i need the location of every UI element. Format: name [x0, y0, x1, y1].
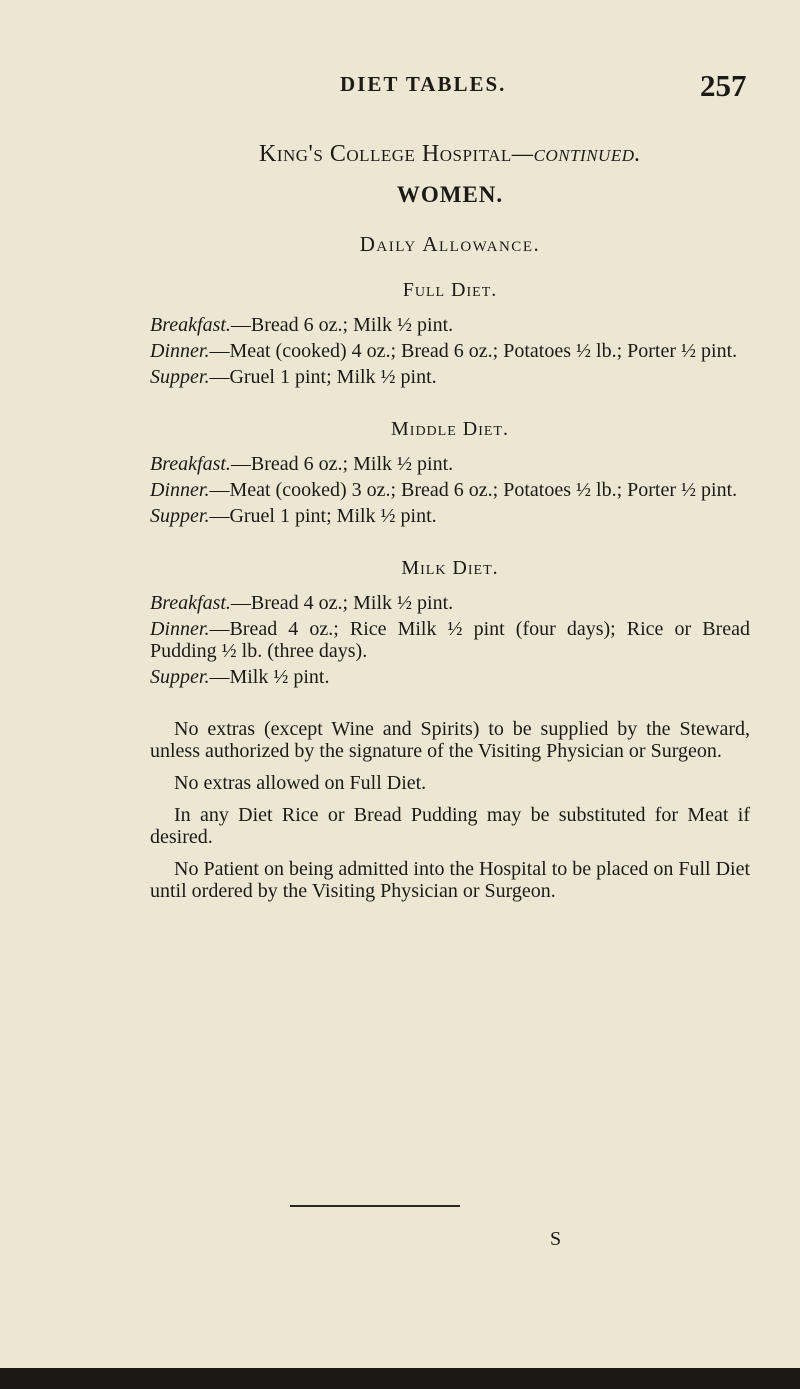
meal-label: Dinner. [150, 479, 210, 501]
meal-label: Breakfast. [150, 453, 231, 475]
meal-text: —Bread 4 oz.; Milk ½ pint. [230, 592, 454, 614]
meal-label: Dinner. [150, 618, 210, 640]
page-content [150, 140, 750, 912]
diet-line [150, 453, 750, 475]
section-heading: Full Diet. [402, 279, 498, 301]
note-paragraph: No extras allowed on Full Diet. [174, 772, 427, 794]
page-title [150, 140, 750, 168]
note-paragraph: No Patient on being admitted into the Hospital to be placed on Full Diet until ordered by the Visiting Physician or Surgeon. [150, 858, 751, 902]
diet-line [150, 666, 750, 688]
meal-text: —Gruel 1 pint; Milk ½ pint. [209, 366, 437, 388]
meal-text: —Gruel 1 pint; Milk ½ pint. [209, 505, 437, 527]
note-paragraph: No extras (except Wine and Spirits) to be supplied by the Steward, unless authorized by the signature of the Visiting Physician or Surgeon. [150, 718, 750, 762]
section-heading: Middle Diet. [391, 418, 509, 440]
page-header [0, 68, 800, 112]
meal-label: Dinner. [150, 340, 210, 362]
meal-text: —Bread 4 oz.; Rice Milk ½ pint (four days); Rice or Bread Pudding ½ lb. (three days). [150, 618, 750, 662]
diet-line [150, 340, 750, 362]
diet-line [150, 479, 750, 501]
end-rule [290, 1205, 460, 1207]
diet-section [150, 557, 750, 688]
diet-section [150, 418, 750, 527]
section-heading: Milk Diet. [401, 557, 499, 579]
meal-label: Supper. [150, 366, 210, 388]
meal-label: Supper. [150, 666, 210, 688]
meal-text: —Bread 6 oz.; Milk ½ pint. [230, 453, 454, 475]
meal-text: —Meat (cooked) 4 oz.; Bread 6 oz.; Potatoes ½ lb.; Porter ½ pint. [209, 340, 738, 362]
signature-mark: S [550, 1228, 562, 1250]
subtitle: WOMEN. [396, 182, 504, 207]
meal-text: —Bread 6 oz.; Milk ½ pint. [230, 314, 454, 336]
page-number: 257 [700, 68, 747, 103]
title-main: King's College Hospital [259, 141, 512, 167]
allowance-heading: Daily Allowance. [359, 232, 541, 256]
diet-line [150, 314, 750, 336]
diet-line [150, 592, 750, 614]
meal-label: Breakfast. [150, 314, 231, 336]
meal-label: Breakfast. [150, 592, 231, 614]
meal-label: Supper. [150, 505, 210, 527]
page-edge-bar [0, 1368, 800, 1389]
diet-line [150, 618, 750, 662]
title-continued: —continued. [511, 141, 641, 167]
diet-section [150, 279, 750, 388]
meal-text: —Milk ½ pint. [209, 666, 330, 688]
diet-line [150, 505, 750, 527]
note-paragraph: In any Diet Rice or Bread Pudding may be substituted for Meat if desired. [150, 804, 750, 848]
notes [150, 718, 750, 902]
running-head: DIET TABLES. [340, 72, 507, 96]
meal-text: —Meat (cooked) 3 oz.; Bread 6 oz.; Potatoes ½ lb.; Porter ½ pint. [209, 479, 738, 501]
diet-line [150, 366, 750, 388]
